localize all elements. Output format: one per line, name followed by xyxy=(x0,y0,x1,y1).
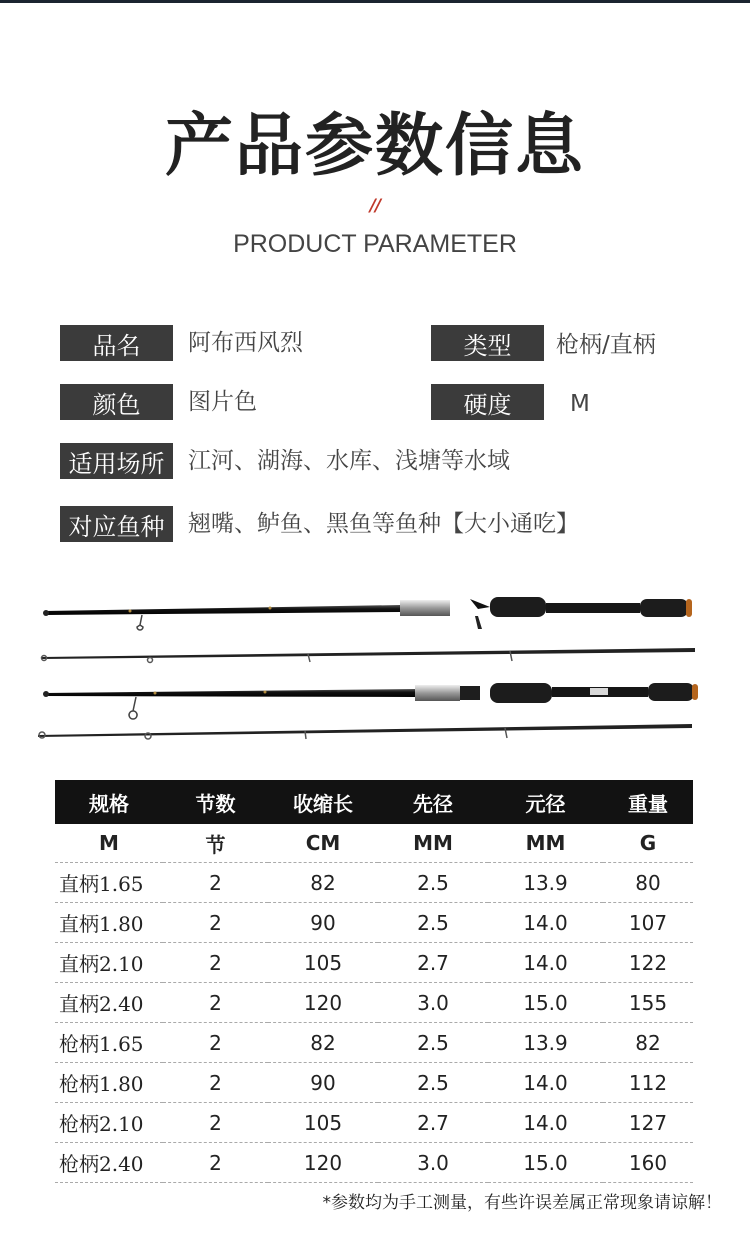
table-row xyxy=(55,1023,693,1063)
table-cell: 直柄1.65 xyxy=(55,863,163,903)
table-cell: 枪柄1.65 xyxy=(55,1023,163,1063)
hardness-label: 硬度 xyxy=(431,384,544,420)
table-cell: 15.0 xyxy=(488,1143,603,1183)
table-cell: 2 xyxy=(163,1143,268,1183)
table-cell: 107 xyxy=(603,903,693,943)
table-cell: 14.0 xyxy=(488,1063,603,1103)
table-header-row xyxy=(55,780,693,824)
table-cell: 13.9 xyxy=(488,863,603,903)
table-cell: 2 xyxy=(163,983,268,1023)
table-cell: 112 xyxy=(603,1063,693,1103)
table-row xyxy=(55,863,693,903)
color-value: 图片色 xyxy=(188,389,257,415)
table-cell: 14.0 xyxy=(488,903,603,943)
table-cell: 14.0 xyxy=(488,943,603,983)
table-header-cell: 元径 xyxy=(488,780,603,824)
table-cell: 2 xyxy=(163,863,268,903)
table-cell: 枪柄2.40 xyxy=(55,1143,163,1183)
table-cell: 160 xyxy=(603,1143,693,1183)
table-cell: 120 xyxy=(268,983,378,1023)
table-cell: 127 xyxy=(603,1103,693,1143)
table-header-cell: 收缩长 xyxy=(268,780,378,824)
table-cell: 122 xyxy=(603,943,693,983)
table-cell: 直柄2.40 xyxy=(55,983,163,1023)
page-title: 产品参数信息 xyxy=(164,107,585,186)
table-cell: 90 xyxy=(268,903,378,943)
table-cell: 105 xyxy=(268,1103,378,1143)
casting-rod-butt xyxy=(43,597,692,630)
table-cell: 82 xyxy=(603,1023,693,1063)
table-header-cell: 规格 xyxy=(55,780,163,824)
table-cell: 直柄2.10 xyxy=(55,943,163,983)
table-header-cell: 重量 xyxy=(603,780,693,824)
table-cell: 82 xyxy=(268,863,378,903)
table-cell: 2 xyxy=(163,1063,268,1103)
table-cell: 90 xyxy=(268,1063,378,1103)
table-unit-cell: 节 xyxy=(163,824,268,863)
table-cell: 82 xyxy=(268,1023,378,1063)
table-row xyxy=(55,943,693,983)
table-row xyxy=(55,903,693,943)
table-cell: 2 xyxy=(163,1023,268,1063)
table-cell: 155 xyxy=(603,983,693,1023)
table-cell: 2.7 xyxy=(378,1103,488,1143)
spinning-rod-butt xyxy=(43,683,698,719)
table-cell: 2 xyxy=(163,1103,268,1143)
table-cell: 2.5 xyxy=(378,1063,488,1103)
fish-value: 翘嘴、鲈鱼、黑鱼等鱼种【大小通吃】 xyxy=(188,511,579,537)
table-header-cell: 先径 xyxy=(378,780,488,824)
table-cell: 2.5 xyxy=(378,903,488,943)
title-accent-slash: // xyxy=(369,196,381,216)
table-cell: 15.0 xyxy=(488,983,603,1023)
fishing-rods-image xyxy=(0,585,750,745)
table-cell: 3.0 xyxy=(378,1143,488,1183)
table-unit-cell: M xyxy=(55,824,163,863)
table-cell: 枪柄1.80 xyxy=(55,1063,163,1103)
name-label: 品名 xyxy=(60,325,173,361)
table-cell: 120 xyxy=(268,1143,378,1183)
table-unit-cell: MM xyxy=(378,824,488,863)
spinning-rod-tip xyxy=(38,724,692,739)
table-unit-cell: G xyxy=(603,824,693,863)
casting-rod-tip xyxy=(42,648,696,663)
table-header-cell: 节数 xyxy=(163,780,268,824)
name-value: 阿布西风烈 xyxy=(188,330,303,356)
hardness-value: M xyxy=(570,391,590,417)
table-cell: 枪柄2.10 xyxy=(55,1103,163,1143)
table-units-row xyxy=(55,824,693,863)
color-label: 颜色 xyxy=(60,384,173,420)
top-border xyxy=(0,0,750,3)
table-unit-cell: CM xyxy=(268,824,378,863)
table-cell: 2 xyxy=(163,903,268,943)
type-label: 类型 xyxy=(431,325,544,361)
table-cell: 直柄1.80 xyxy=(55,903,163,943)
table-cell: 105 xyxy=(268,943,378,983)
measurement-note: *参数均为手工测量，有些许误差属正常现象请谅解！ xyxy=(322,1193,722,1213)
table-cell: 2 xyxy=(163,943,268,983)
table-cell: 2.7 xyxy=(378,943,488,983)
table-cell: 14.0 xyxy=(488,1103,603,1143)
table-cell: 13.9 xyxy=(488,1023,603,1063)
place-label: 适用场所 xyxy=(60,443,173,479)
table-row xyxy=(55,983,693,1023)
table-cell: 2.5 xyxy=(378,1023,488,1063)
page-subtitle: PRODUCT PARAMETER xyxy=(233,230,517,258)
table-row xyxy=(55,1103,693,1143)
place-value: 江河、湖海、水库、浅塘等水域 xyxy=(188,448,510,474)
fish-label: 对应鱼种 xyxy=(60,506,173,542)
table-unit-cell: MM xyxy=(488,824,603,863)
type-value: 枪柄/直柄 xyxy=(556,332,656,358)
table-row xyxy=(55,1143,693,1183)
table-cell: 2.5 xyxy=(378,863,488,903)
spec-table xyxy=(55,780,693,1183)
table-cell: 3.0 xyxy=(378,983,488,1023)
table-cell: 80 xyxy=(603,863,693,903)
table-row xyxy=(55,1063,693,1103)
